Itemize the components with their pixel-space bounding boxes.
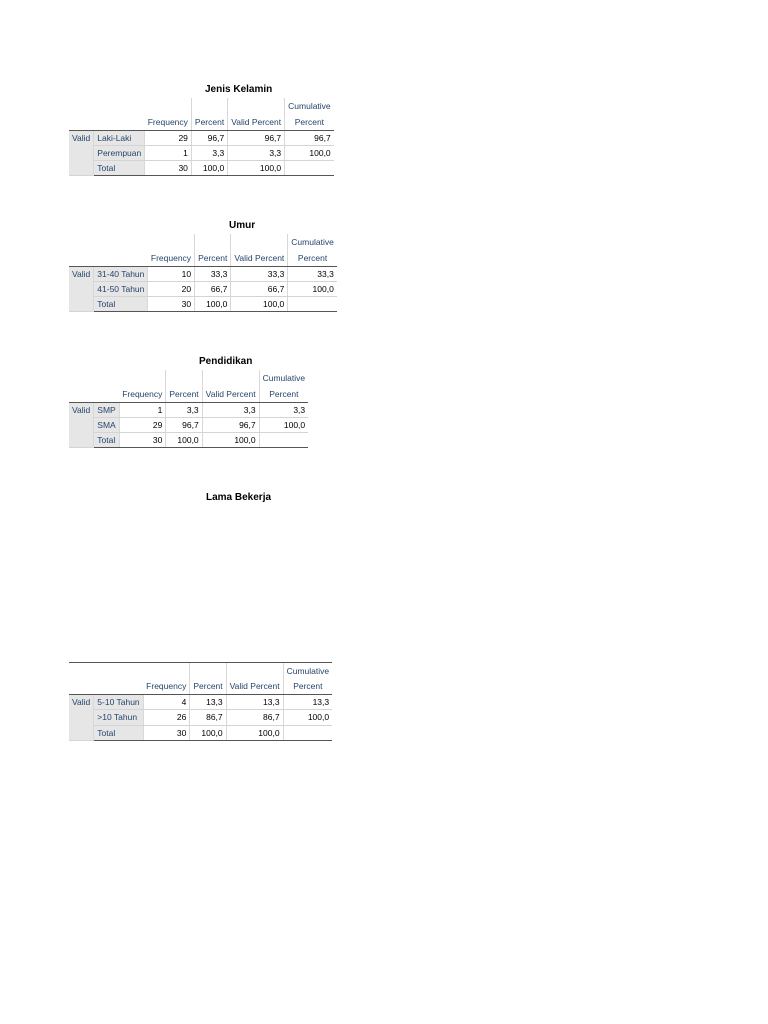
header-percent: Percent (166, 386, 202, 402)
group-label: Valid (69, 402, 94, 448)
header-cumulative: Cumulative (285, 98, 334, 114)
cell-frequency: 10 (148, 266, 195, 281)
cell-valid-percent: 3,3 (228, 145, 285, 160)
header-percent: Percent (195, 250, 231, 266)
table-row-total (69, 297, 337, 312)
table (69, 234, 337, 312)
header-percent: Percent (191, 114, 227, 130)
header-valid-percent: Valid Percent (202, 386, 259, 402)
table-row-total (69, 725, 332, 740)
table-row-total (69, 161, 334, 176)
header-valid-percent: Valid Percent (228, 114, 285, 130)
header-frequency: Frequency (119, 386, 166, 402)
table-title: Jenis Kelamin (205, 84, 273, 95)
cell-cumulative: 100,0 (283, 710, 332, 725)
table-title: Umur (229, 220, 256, 231)
cell-percent: 86,7 (190, 710, 226, 725)
cell-frequency: 20 (148, 281, 195, 296)
table-row (69, 130, 334, 145)
row-label: Total (94, 297, 148, 312)
cell-valid-percent: 96,7 (228, 130, 285, 145)
header-cumulative: Cumulative (288, 234, 337, 250)
table-row (69, 710, 332, 725)
header-valid-percent: Valid Percent (226, 679, 283, 695)
table-title: Pendidikan (199, 356, 253, 367)
cell-valid-percent: 86,7 (226, 710, 283, 725)
cell-percent: 66,7 (195, 281, 231, 296)
table-row (69, 281, 337, 296)
header-frequency: Frequency (143, 679, 190, 695)
cell-valid-percent: 100,0 (202, 433, 259, 448)
cell-valid-percent: 100,0 (226, 725, 283, 740)
cell-valid-percent: 96,7 (202, 417, 259, 432)
cell-frequency: 30 (148, 297, 195, 312)
group-label: Valid (69, 130, 94, 176)
group-label: Valid (69, 266, 94, 312)
table-row (69, 402, 308, 417)
row-label: SMA (94, 417, 119, 432)
cell-frequency: 29 (119, 417, 166, 432)
row-label: >10 Tahun (94, 710, 143, 725)
cell-valid-percent: 13,3 (226, 695, 283, 710)
cell-cumulative (285, 161, 334, 176)
table (69, 98, 334, 176)
header-percent: Percent (190, 679, 226, 695)
header-cumulative-percent: Percent (283, 679, 332, 695)
cell-frequency: 30 (145, 161, 192, 176)
cell-cumulative: 100,0 (285, 145, 334, 160)
cell-cumulative: 13,3 (283, 695, 332, 710)
cell-frequency: 30 (143, 725, 190, 740)
table (69, 662, 332, 741)
cell-percent: 96,7 (166, 417, 202, 432)
header-cumulative: Cumulative (283, 663, 332, 679)
cell-valid-percent: 66,7 (231, 281, 288, 296)
cell-cumulative: 100,0 (288, 281, 337, 296)
group-label: Valid (69, 695, 94, 741)
cell-cumulative: 100,0 (259, 417, 308, 432)
cell-percent: 33,3 (195, 266, 231, 281)
header-cumulative-percent: Percent (288, 250, 337, 266)
cell-percent: 100,0 (166, 433, 202, 448)
table-title: Lama Bekerja (206, 492, 272, 503)
header-cumulative-percent: Percent (259, 386, 308, 402)
row-label: 41-50 Tahun (94, 281, 148, 296)
cell-percent: 96,7 (191, 130, 227, 145)
row-label: SMP (94, 402, 119, 417)
cell-percent: 3,3 (166, 402, 202, 417)
table-row (69, 266, 337, 281)
table-row (69, 695, 332, 710)
table (69, 370, 308, 448)
header-valid-percent: Valid Percent (231, 250, 288, 266)
row-label: 5-10 Tahun (94, 695, 143, 710)
cell-cumulative: 3,3 (259, 402, 308, 417)
cell-frequency: 29 (145, 130, 192, 145)
header-frequency: Frequency (145, 114, 192, 130)
cell-cumulative (283, 725, 332, 740)
table-row (69, 417, 308, 432)
header-cumulative-percent: Percent (285, 114, 334, 130)
header-frequency: Frequency (148, 250, 195, 266)
cell-percent: 100,0 (191, 161, 227, 176)
row-label: 31-40 Tahun (94, 266, 148, 281)
table-row (69, 145, 334, 160)
row-label: Laki-Laki (94, 130, 145, 145)
row-label: Total (94, 161, 145, 176)
cell-cumulative (288, 297, 337, 312)
cell-frequency: 4 (143, 695, 190, 710)
cell-valid-percent: 3,3 (202, 402, 259, 417)
row-label: Total (94, 433, 119, 448)
cell-valid-percent: 33,3 (231, 266, 288, 281)
cell-cumulative: 33,3 (288, 266, 337, 281)
cell-frequency: 1 (119, 402, 166, 417)
cell-valid-percent: 100,0 (231, 297, 288, 312)
row-label: Perempuan (94, 145, 145, 160)
row-label: Total (94, 725, 143, 740)
cell-cumulative: 96,7 (285, 130, 334, 145)
cell-percent: 100,0 (190, 725, 226, 740)
cell-percent: 100,0 (195, 297, 231, 312)
cell-frequency: 1 (145, 145, 192, 160)
table-row-total (69, 433, 308, 448)
cell-valid-percent: 100,0 (228, 161, 285, 176)
cell-frequency: 30 (119, 433, 166, 448)
header-cumulative: Cumulative (259, 370, 308, 386)
cell-cumulative (259, 433, 308, 448)
cell-frequency: 26 (143, 710, 190, 725)
cell-percent: 3,3 (191, 145, 227, 160)
cell-percent: 13,3 (190, 695, 226, 710)
